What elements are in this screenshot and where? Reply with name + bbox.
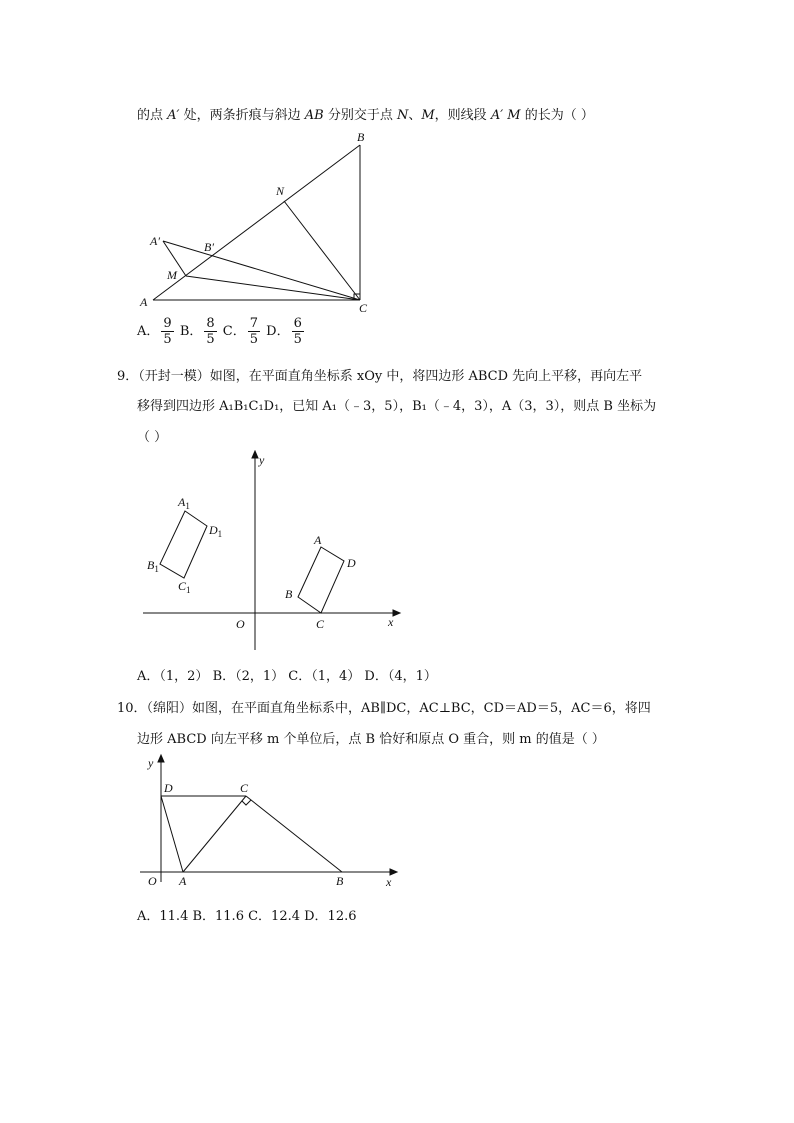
label-y: y [148,756,154,770]
label-B-prime: B′ [204,240,214,254]
x-axis-arrow [393,610,400,616]
label-A: A [140,295,148,309]
label-A-prime: A′ [150,234,160,248]
y-axis-arrow [158,755,164,762]
label-x: x [386,875,392,889]
edge-DA [161,796,183,872]
q9-text-line1: 9．（开封一模）如图，在平面直角坐标系 xOy 中，将四边形 ABCD 先向上平移，再向左平 [117,369,643,384]
choice-c[interactable]: C． $\frac{7}{5}$ [222,316,259,347]
y-axis-arrow [252,451,258,458]
label-O: O [236,617,245,631]
q9-figure-coordinate-plane [138,450,403,655]
quad-ABCD [298,547,344,613]
edge-CB [246,796,342,872]
label-y: y [259,453,265,467]
choice-b[interactable]: B． $\frac{8}{5}$ [179,316,215,347]
q9-text-line3: （ ） [137,430,168,445]
q10-choices: A．11.4 B．11.6 C．12.4 D．12.6 [137,909,357,924]
label-A: A [314,533,322,547]
q9-text-line2: 移得到四边形 A₁B₁C₁D₁，已知 A₁（﹣3，5），B₁（﹣4，3），A（3，3），则点 B 坐标为 [137,399,657,414]
fraction: $\frac{9}{5}$ [163,316,172,347]
fraction: $\frac{8}{5}$ [206,316,215,347]
label-D1: $D_1$ [209,523,223,539]
label-B: B [336,874,344,888]
label-A1: $A_1$ [178,495,190,511]
label-M: M [167,268,177,282]
choice-d[interactable]: D． $\frac{6}{5}$ [266,316,302,347]
quad-A1B1C1D1 [160,511,207,578]
label-B: B [285,587,293,601]
label-C: C [240,781,249,795]
q9-choices: A．（1，2） B．（2，1） C．（1，4） D．（4，1） [137,669,437,684]
q10-figure-coordinate-plane [138,752,403,892]
segment-MC [186,276,360,300]
edge-AC [183,796,246,872]
label-D: D [164,781,173,795]
q8-text-line: 的点 A′ 处，两条折痕与斜边 AB 分别交于点 N、M，则线段 A′ M 的长为（ ） [137,108,594,123]
label-N: N [276,184,285,198]
label-A: A [179,874,187,888]
edge-AB [153,145,360,300]
label-C: C [359,301,368,315]
q8-choices [137,316,306,347]
fraction: $\frac{6}{5}$ [293,316,302,347]
right-angle-mark [242,800,251,805]
q8-figure-triangle [130,125,390,320]
label-C1: $C_1$ [178,579,191,595]
label-B: B [357,130,365,144]
label-B1: $B_1$ [147,558,159,574]
fraction: $\frac{7}{5}$ [249,316,259,347]
q10-text-line1: 10．（绵阳）如图，在平面直角坐标系中，AB∥DC，AC⊥BC，CD＝AD＝5，AC＝6，将四 [117,701,651,716]
label-D: D [347,556,356,570]
label-O: O [148,874,157,888]
crease-NC [284,201,360,300]
label-x: x [388,615,394,629]
choice-a[interactable]: A． $\frac{9}{5}$ [137,316,172,347]
q10-text-line2: 边形 ABCD 向左平移 m 个单位后，点 B 恰好和原点 O 重合，则 m 的值是（ ） [137,732,605,747]
label-C: C [316,617,325,631]
